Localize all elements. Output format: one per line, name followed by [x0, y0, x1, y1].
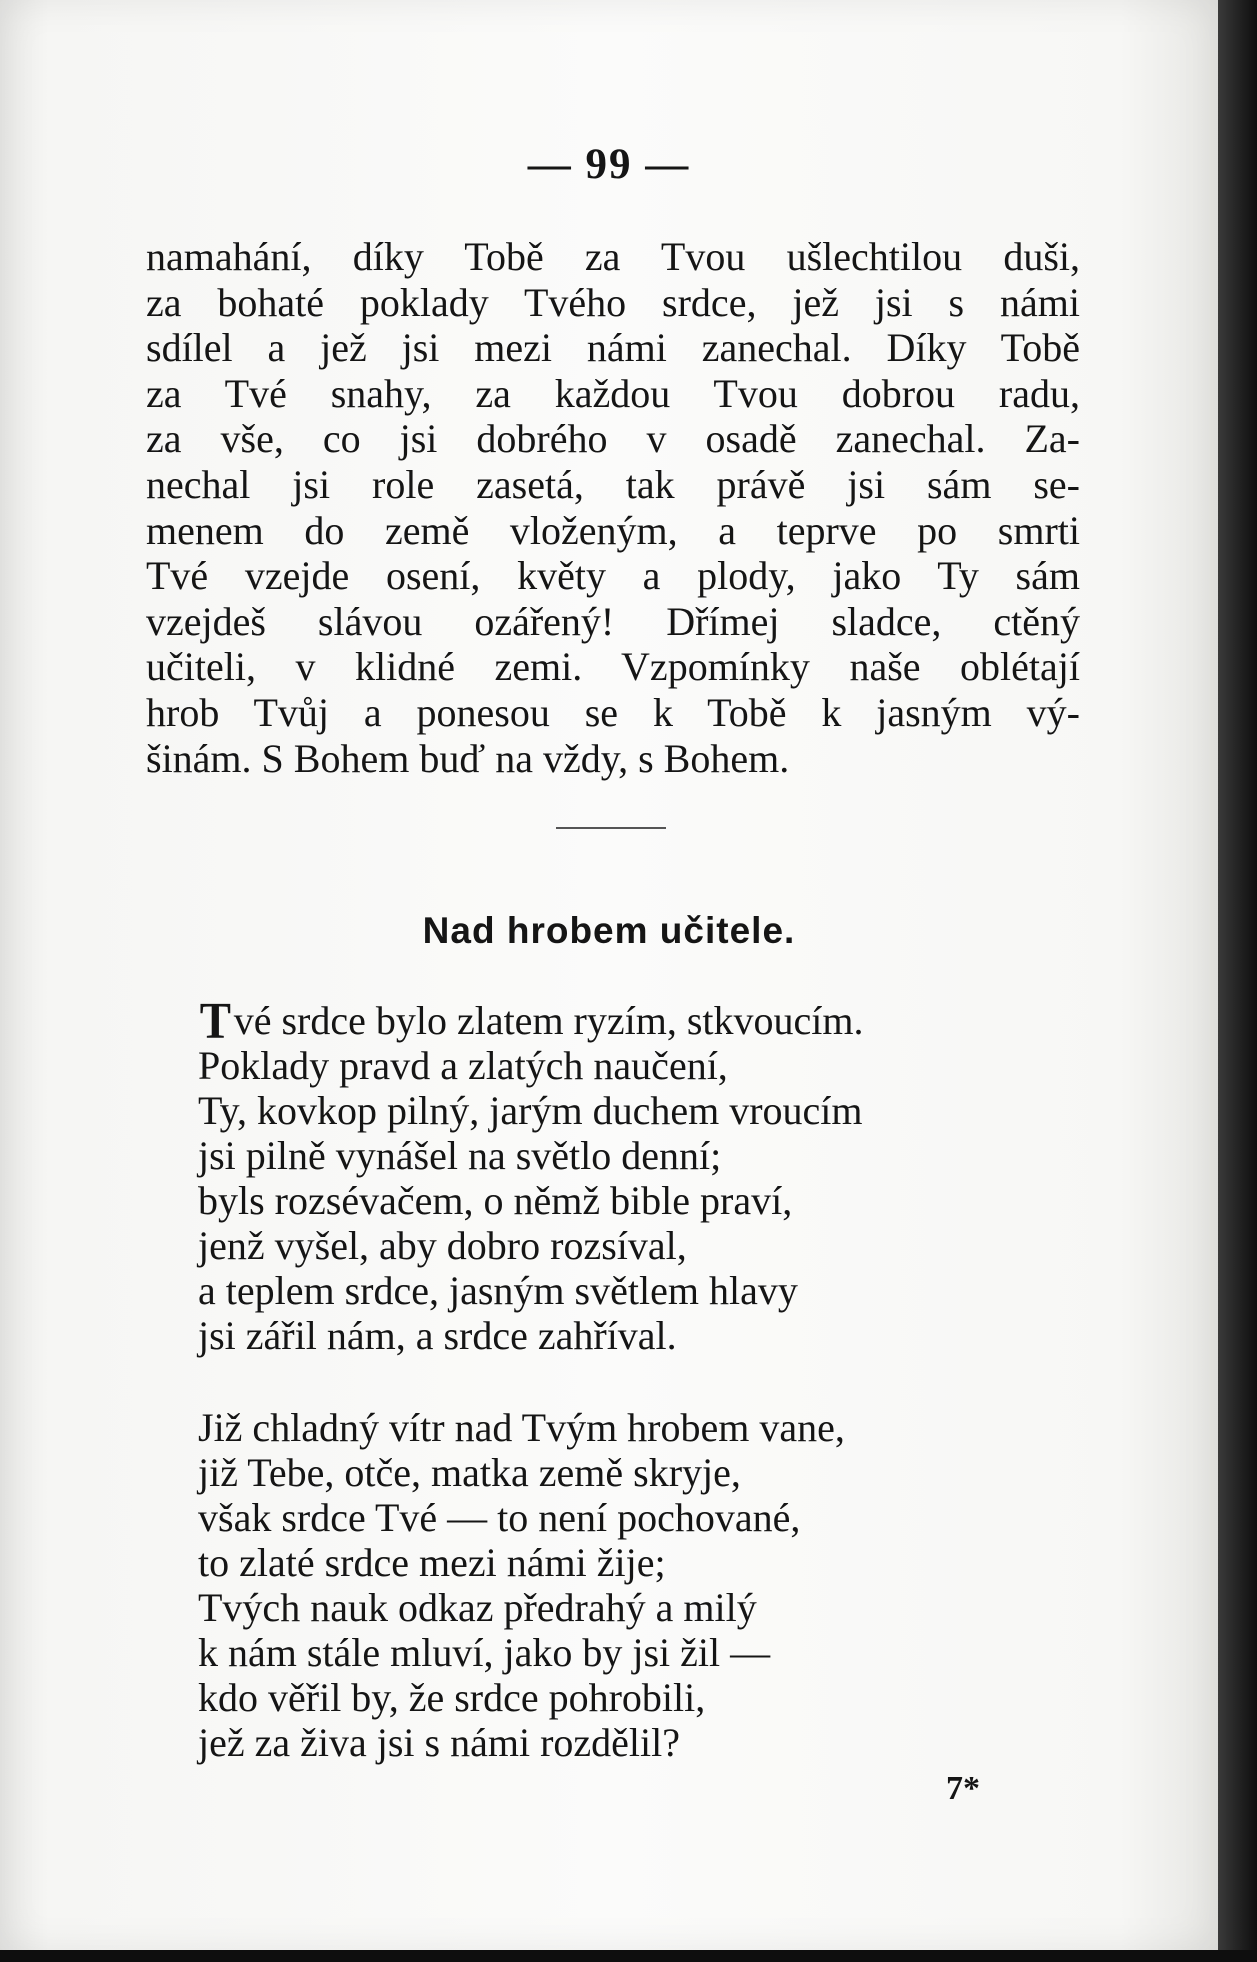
- poem-line: byls rozsévačem, o němž bible praví,: [198, 1178, 793, 1223]
- prose-line: vzejdeš slávou ozářený! Dřímej sladce, ctěný: [146, 598, 1080, 644]
- prose-line: nechal jsi role zasetá, tak právě jsi sám se-: [146, 461, 1080, 507]
- scan-edge-right: [1218, 0, 1257, 1962]
- section-divider: [556, 827, 666, 829]
- poem-line: Tvých nauk odkaz předrahý a milý: [198, 1585, 757, 1630]
- poem-line: a teplem srdce, jasným světlem hlavy: [198, 1268, 798, 1313]
- poem-line-text: vé srdce bylo zlatem ryzím, stkvoucím.: [233, 998, 864, 1043]
- poem-line: [198, 993, 1058, 1050]
- prose-line: namahání, díky Tobě za Tvou ušlechtilou duši,: [146, 234, 1080, 279]
- poem-line: však srdce Tvé — to není pochované,: [198, 1495, 801, 1540]
- prose-line: menem do země vloženým, a teprve po smrti: [146, 507, 1080, 553]
- prose-paragraph: [146, 234, 1080, 781]
- poem-line: Ty, kovkop pilný, jarým duchem vroucím: [198, 1088, 863, 1133]
- signature-mark: 7*: [946, 1770, 980, 1807]
- poem-line: jsi zářil nám, a srdce zahříval.: [198, 1313, 677, 1358]
- poem-line: jež za živa jsi s námi rozdělil?: [198, 1720, 681, 1765]
- prose-line: za Tvé snahy, za každou Tvou dobrou radu,: [146, 370, 1080, 416]
- prose-line: za vše, co jsi dobrého v osadě zanechal. Za-: [146, 416, 1080, 462]
- prose-line: sdílel a jež jsi mezi námi zanechal. Díky Tobě: [146, 325, 1080, 371]
- poem-line: to zlaté srdce mezi námi žije;: [198, 1540, 666, 1585]
- poem-line: jenž vyšel, aby dobro rozsíval,: [198, 1223, 687, 1268]
- page-number: — 99 —: [527, 141, 691, 188]
- prose-line: za bohaté poklady Tvého srdce, jež jsi s námi: [146, 279, 1080, 325]
- poem-line: kdo věřil by, že srdce pohrobili,: [198, 1675, 706, 1720]
- poem-line: již Tebe, otče, matka země skryje,: [198, 1450, 741, 1495]
- prose-line: hrob Tvůj a ponesou se k Tobě k jasným vý-: [146, 689, 1080, 735]
- poem-stanza-2: [198, 1405, 1058, 1765]
- poem-line: jsi pilně vynášel na světlo denní;: [198, 1133, 722, 1178]
- drop-cap: T: [199, 993, 231, 1050]
- prose-line: učiteli, v klidné zemi. Vzpomínky naše oblétají: [146, 644, 1080, 690]
- poem-line: k nám stále mluví, jako by jsi žil —: [198, 1630, 771, 1675]
- poem-stanza-1: [198, 993, 1058, 1358]
- poem-line: Již chladný vítr nad Tvým hrobem vane,: [198, 1405, 845, 1450]
- poem-line: Poklady pravd a zlatých naučení,: [198, 1043, 728, 1088]
- poem-title: Nad hrobem učitele.: [422, 910, 796, 951]
- prose-line: šinám. S Bohem buď na vždy, s Bohem.: [146, 735, 790, 781]
- scan-edge-bottom: [0, 1950, 1257, 1962]
- prose-line: Tvé vzejde osení, květy a plody, jako Ty sám: [146, 553, 1080, 599]
